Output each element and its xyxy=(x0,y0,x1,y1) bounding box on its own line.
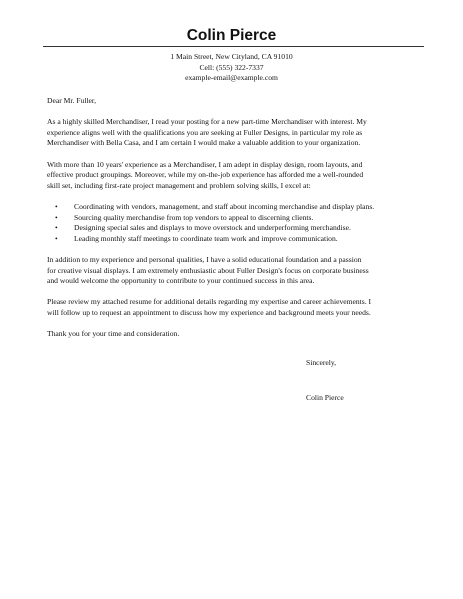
paragraph-experience xyxy=(47,160,422,192)
paragraph-education xyxy=(47,255,422,287)
phone-line: Cell: (555) 322-7337 xyxy=(199,62,264,72)
paragraph-followup xyxy=(47,297,422,318)
list-item: • Designing special sales and displays to move overstock and underperforming merchandise. xyxy=(55,223,351,233)
text-line: effective product groupings. Moreover, while my on-the-job experience has afforded me a well-rounded xyxy=(47,170,364,180)
paragraph-thanks: Thank you for your time and consideration. xyxy=(47,329,180,339)
text-line: will follow up to request an appointment to discuss how my experience and background meets your needs. xyxy=(47,307,371,317)
text-line: skill set, including first-rate project management and problem solving skills, I excel at: xyxy=(47,180,311,190)
text-line: and would welcome the opportunity to contribute to your continued success in this area. xyxy=(47,276,315,286)
contact-block xyxy=(0,52,463,84)
bullet-icon: • xyxy=(55,223,58,233)
bullet-icon: • xyxy=(55,233,58,243)
list-item: • Leading monthly staff meetings to coordinate team work and improve communication. xyxy=(55,233,338,243)
list-item: • Sourcing quality merchandise from top vendors to appeal to discerning clients. xyxy=(55,212,314,222)
text-line: Merchandiser with Bella Casa, and I am certain I would make a valuable addition to your organization. xyxy=(47,138,361,148)
bullet-icon: • xyxy=(55,201,58,211)
address-line: 1 Main Street, New Cityland, CA 91010 xyxy=(170,52,293,61)
signature-name: Colin Pierce xyxy=(306,393,344,402)
skills-list xyxy=(47,202,422,244)
text-line: for creative visual displays. I am extremely enthusiastic about Fuller Design's focus on corporate business xyxy=(47,265,369,275)
paragraph-intro xyxy=(47,117,422,149)
text-line: Please review my attached resume for additional details regarding my expertise and career achievements. I xyxy=(47,297,372,307)
email-line: example-email@example.com xyxy=(185,73,278,83)
text-line: experience aligns well with the qualifications you are seeking at Fuller Designs, in particular my role as xyxy=(47,127,363,137)
text-line: As a highly skilled Merchandiser, I read your posting for a new part-time Merchandiser with interest. My xyxy=(47,117,367,127)
letter-body xyxy=(47,96,422,350)
salutation: Dear Mr. Fuller, xyxy=(47,96,97,105)
list-item: • Coordinating with vendors, management, and staff about incoming merchandise and display plans. xyxy=(55,201,375,211)
header-divider xyxy=(43,46,424,47)
text-line: With more than 10 years' experience as a Merchandiser, I am adept in display design, room layouts, and xyxy=(47,159,363,169)
bullet-icon: • xyxy=(55,212,58,222)
text-line: In addition to my experience and personal qualities, I have a solid educational foundation and a passion xyxy=(47,254,362,264)
applicant-name: Colin Pierce xyxy=(186,27,277,44)
closing: Sincerely, xyxy=(306,358,337,367)
